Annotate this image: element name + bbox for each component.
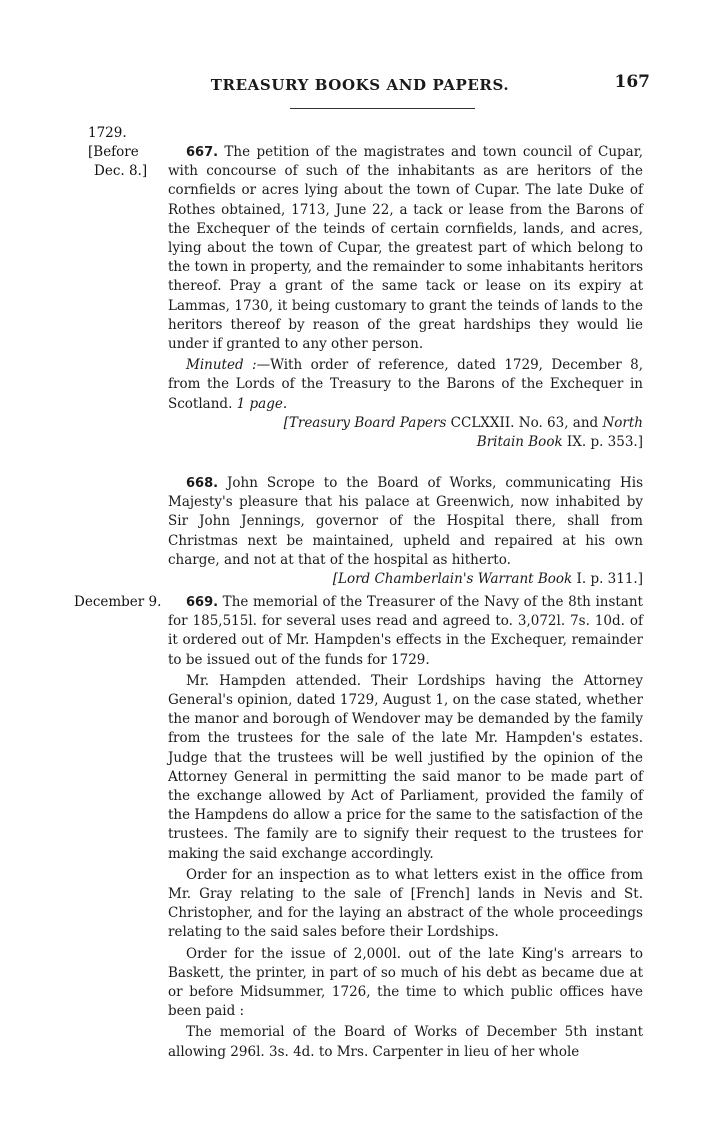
entry-text: John Scrope to the Board of Works, communicating His Majesty's pleasure that his palace at Greenwich, now inhabited by Sir John Jennings, governor of the Hospital there, shall from Christmas next be maintained, upheld and repaired at his own charge, and not at that of the hospital as hitherto. [168, 475, 643, 568]
page-header [0, 72, 720, 100]
page-number: 167 [614, 72, 650, 92]
entry-667 [168, 143, 643, 452]
entry-668 [168, 474, 643, 589]
entry-number: 668. [186, 476, 219, 491]
source-citation [168, 570, 643, 589]
source-part: I. p. 311.] [572, 571, 643, 588]
entry-number: 667. [186, 145, 219, 160]
paragraph: The memorial of the Board of Works of December 5th instant allowing 296l. 3s. 4d. to Mrs. Carpenter in lieu of her whole [168, 1024, 643, 1060]
running-title: TREASURY BOOKS AND PAPERS. [210, 76, 510, 94]
source-part: IX. p. 353.] [562, 434, 643, 451]
paragraph: Mr. Hampden attended. Their Lordships having the Attorney General's opinion, dated 1729, August 1, on the case stated, whether the manor and borough of Wendover may be demanded by the family from the trustees for the sale of the late Mr. Hampden's estates. Judge that the trustees will be well justified by the opinion of the Attorney General in permitting the said manor to be made part of the exchange allowed by Act of Parliament, provided the family of the Hampdens do allow a price for the same to the satisfaction of the trustees. The family are to signify their request to the trustees for making the said exchange accordingly. [168, 672, 643, 862]
entry-669 [168, 593, 643, 1062]
header-rule [290, 108, 475, 109]
source-part: [Treasury Board Papers [283, 414, 447, 431]
source-part: [Lord Chamberlain's Warrant Book [332, 571, 573, 588]
entry-text: The petition of the magistrates and town council of Cupar, with concourse of such of the inhabitants as are heritors of the cornfields or acres lying about the town of Cupar. The late Duke of Rothes obtained, 1713, June 22, a tack or lease from the Barons of the Exchequer of the teinds of certain cornfields, lands, and acres, lying about the town of Cupar, the greatest part of which belong to the town in property, and the remainder to some inhabitants heritors thereof. Pray a grant of the same tack or lease on its expiry at Lammas, 1730, it being customary to grant the teinds of lands to the heritors thereof by reason of the great hardships they would lie under if granted to any other person. [168, 144, 643, 353]
page-note: 1 page. [236, 395, 288, 412]
minuted-label: Minuted : [186, 357, 257, 374]
minuted-text: —With order of reference, dated 1729, December 8, from the Lords of the Treasury to the Barons of the Exchequer in Scotland. [168, 357, 643, 412]
paragraph: Order for the issue of 2,000l. out of the late King's arrears to Baskett, the printer, in part of so much of his debt as became due at or before Midsummer, 1726, the time to which public offices have been paid : [168, 945, 643, 1020]
entry-number: 669. [186, 595, 219, 610]
margin-december-9: December 9. [74, 594, 162, 610]
source-part: CCLXXII. No. 63, and [446, 414, 603, 431]
paragraph: Order for an inspection as to what letters exist in the office from Mr. Gray relating to the sale of [French] lands in Nevis and St. Christopher, and for the laying an abstract of the whole proceedings relating to the said sales before their Lordships. [168, 866, 643, 941]
margin-before-line2: Dec. 8.] [94, 163, 148, 179]
margin-year: 1729. [88, 125, 127, 141]
margin-before-line1: [Before [88, 144, 139, 160]
source-citation [168, 414, 643, 452]
entry-text: The memorial of the Treasurer of the Navy of the 8th instant for 185,515l. for several uses read and agreed to. 3,072l. 7s. 10d. of it ordered out of Mr. Hampden's effects in the Exchequer, remainder to be issued out of the funds for 1729. [168, 594, 643, 668]
source-part: Britain Book [476, 434, 563, 451]
source-part: North [602, 414, 643, 431]
